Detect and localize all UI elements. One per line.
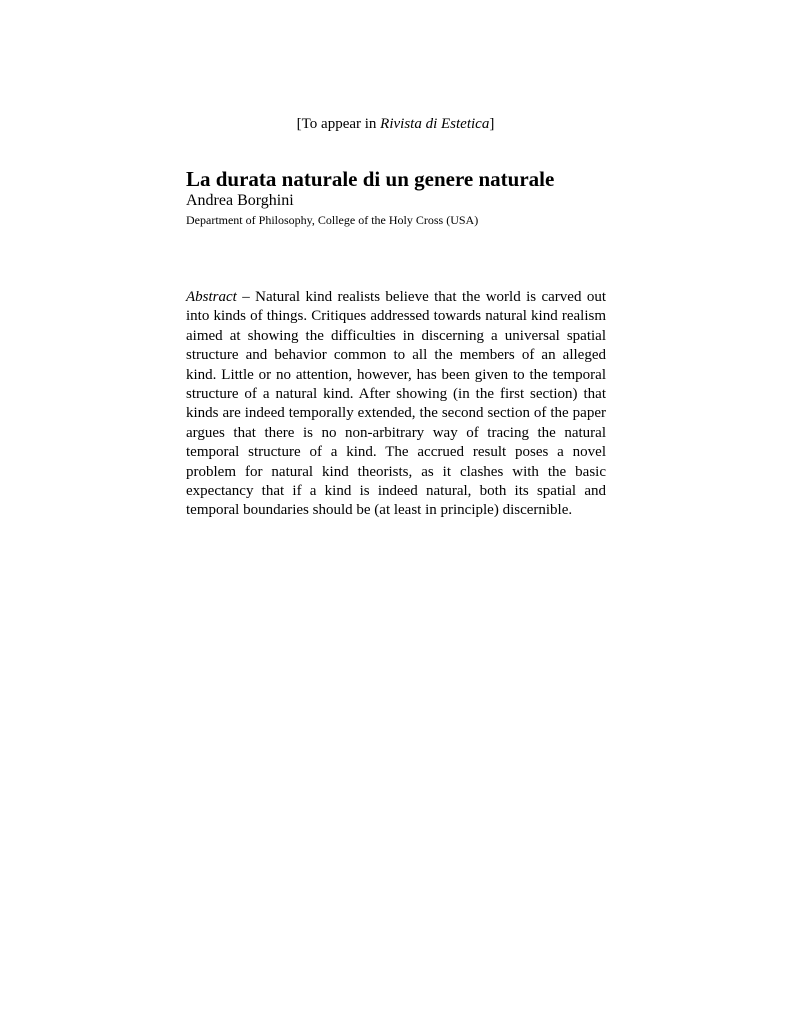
journal-name: Rivista di Estetica <box>380 116 490 132</box>
publication-note-suffix: ] <box>489 116 495 132</box>
abstract-dash: – <box>236 289 256 305</box>
abstract-text: Natural kind realists believe that the world is carved out into kinds of things. Critiques addressed towards natural kind realism aimed at showing the difficulties in discerning a universal spatial structure and behavior common to all the members of an alleged kind. Little or no attention, however, has been given to the temporal structure of a natural kind. After showing (in the first section) that kinds are indeed temporally extended, the second section of the paper argues that there is no non-arbitrary way of tracing the natural temporal structure of a kind. The accrued result poses a novel problem for natural kind theorists, as it clashes with the basic expectancy that if a kind is indeed natural, both its spatial and temporal boundaries should be (at least in principle) discernible. <box>186 289 606 519</box>
author-affiliation: Department of Philosophy, College of the Holy Cross (USA) <box>186 213 479 227</box>
paper-title: La durata naturale di un genere naturale <box>186 167 555 191</box>
author-name: Andrea Borghini <box>186 192 294 209</box>
publication-note <box>0 115 791 133</box>
publication-note-prefix: [To appear in <box>296 116 381 132</box>
abstract-paragraph <box>186 288 606 521</box>
abstract-label: Abstract <box>186 289 237 305</box>
